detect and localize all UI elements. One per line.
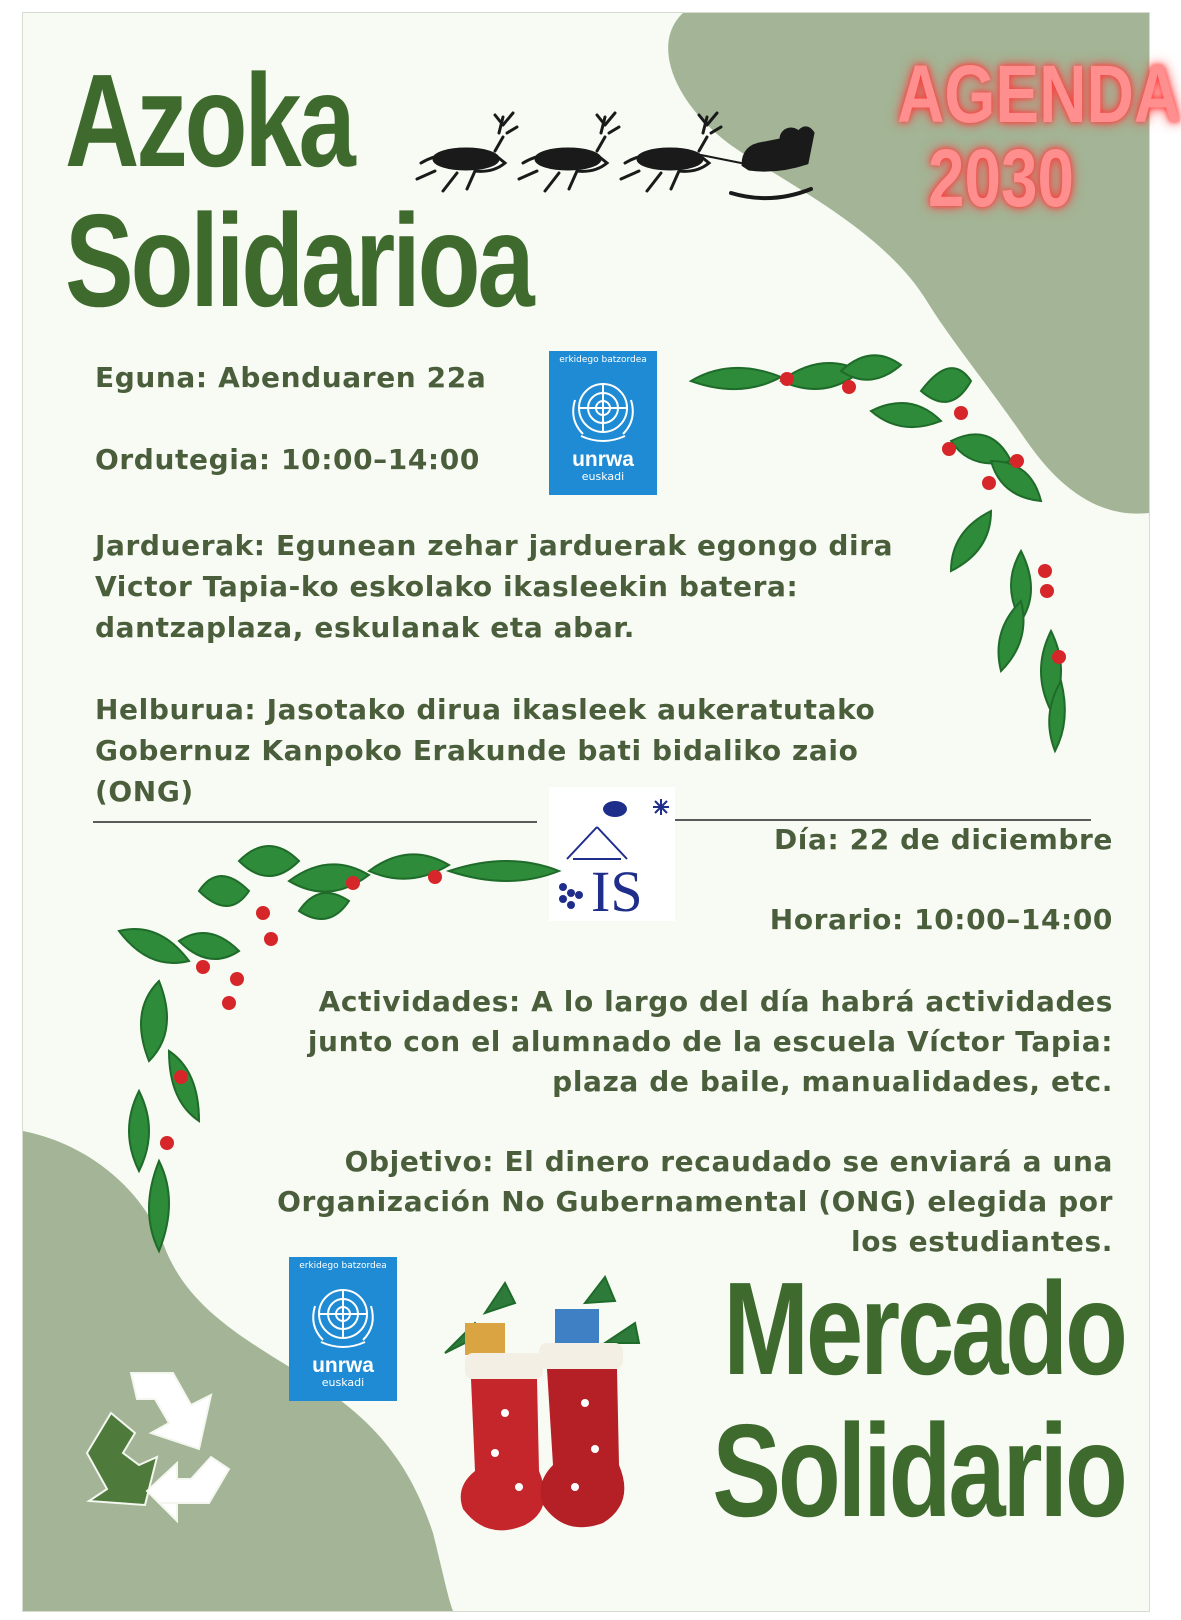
agenda-line2: 2030 — [928, 133, 1074, 224]
spanish-goal-line2: Organización No Gubernamental (ONG) elegida por — [277, 1185, 1113, 1218]
spanish-activities-line1: Actividades: A lo largo del día habrá actividades — [318, 985, 1113, 1018]
unrwa-logo-top-text: erkidego batzordea — [559, 355, 647, 365]
basque-goal-line3: (ONG) — [95, 775, 194, 808]
spanish-date: Día: 22 de diciembre — [773, 823, 1113, 856]
unrwa-logo-brand: unrwa — [572, 448, 634, 471]
unrwa-logo-sub: euskadi — [581, 470, 625, 483]
school-logo-icon — [549, 787, 675, 924]
spanish-hours: Horario: 10:00–14:00 — [769, 903, 1113, 936]
spanish-activities-line3: plaza de baile, manualidades, etc. — [552, 1065, 1113, 1098]
title-basque-line2: Solidarioa — [65, 187, 532, 334]
school-logo — [549, 787, 675, 924]
unrwa-logo-sub: euskadi — [321, 1376, 365, 1389]
un-emblem-icon — [561, 370, 645, 450]
title-spanish-line2: Solidario — [712, 1397, 1125, 1544]
basque-hours: Ordutegia: 10:00–14:00 — [95, 443, 480, 476]
school-logo-text: IS — [591, 859, 643, 924]
unrwa-logo-top-text: erkidego batzordea — [299, 1261, 387, 1271]
spanish-goal-line1: Objetivo: El dinero recaudado se enviará a una — [344, 1145, 1113, 1178]
basque-activities-line3: dantzaplaza, eskulanak eta abar. — [95, 611, 635, 644]
title-spanish-line1: Mercado — [723, 1255, 1125, 1402]
recycle-icon — [61, 1353, 241, 1533]
santa-sleigh-icon — [411, 93, 815, 213]
un-emblem-icon — [301, 1276, 385, 1356]
spanish-activities-line2: junto con el alumnado de la escuela Víctor Tapia: — [307, 1025, 1113, 1058]
basque-goal-line2: Gobernuz Kanpoko Erakunde bati bidaliko zaio — [95, 734, 859, 767]
title-basque-line1: Azoka — [65, 47, 353, 194]
basque-activities-line1: Jarduerak: Egunean zehar jarduerak egongo dira — [95, 529, 894, 562]
unrwa-euskadi-logo-bottom — [289, 1257, 397, 1401]
agenda-line1: AGENDA — [897, 49, 1181, 140]
basque-goal-line1: Helburua: Jasotako dirua ikasleek aukeratutako — [95, 693, 876, 726]
holly-icon — [691, 351, 1091, 761]
basque-date: Eguna: Abenduaren 22a — [95, 361, 487, 394]
christmas-stockings-icon — [435, 1273, 645, 1553]
spanish-goal-line3: los estudiantes. — [851, 1225, 1113, 1258]
poster — [22, 12, 1181, 1612]
basque-activities-line2: Victor Tapia-ko eskolako ikasleekin batera: — [95, 570, 799, 603]
unrwa-logo-brand: unrwa — [312, 1354, 374, 1377]
agenda-2030-badge — [897, 49, 1181, 224]
divider-left — [93, 821, 537, 823]
unrwa-euskadi-logo — [549, 351, 657, 495]
